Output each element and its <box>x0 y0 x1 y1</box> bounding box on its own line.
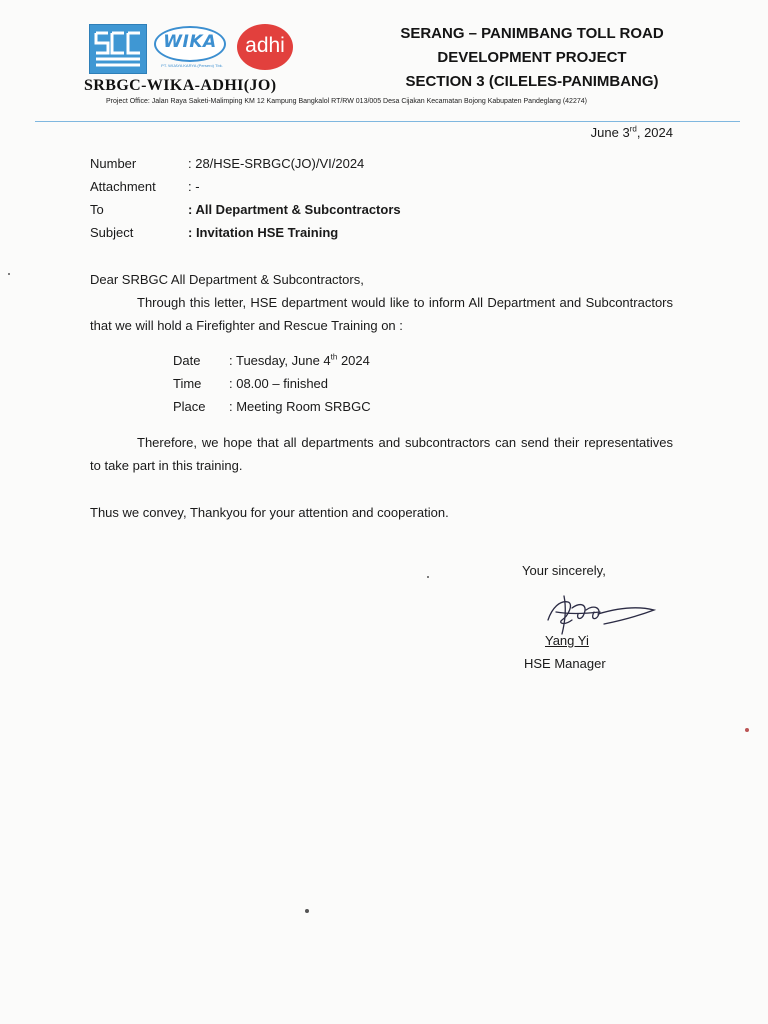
detail-time-value: : 08.00 – finished <box>229 376 329 391</box>
signer-title: HSE Manager <box>524 656 606 671</box>
jo-name: SRBGC-WIKA-ADHI(JO) <box>84 77 277 94</box>
paragraph-2: Therefore, we hope that all departments and subcontractors can send their representatives to take part in this training. <box>90 435 673 473</box>
meta-attachment-value: : - <box>188 179 200 194</box>
wika-logo-icon <box>154 26 228 68</box>
wika-logo-text: WIKA <box>163 32 217 52</box>
paragraph-1: Through this letter, HSE department would like to inform All Department and Subcontractors that we will hold a Firefighter and Rescue Training on : <box>90 295 673 333</box>
scan-speck <box>745 728 749 732</box>
detail-time-label: Time <box>173 376 202 391</box>
scan-speck <box>305 909 309 913</box>
detail-place-label: Place <box>173 399 206 414</box>
scan-speck <box>8 273 10 275</box>
wika-logo-subtext: PT. WIJAYA KARYA (Persero) Tbk. <box>161 63 223 68</box>
scan-speck <box>427 576 429 578</box>
srbgc-logo-icon <box>89 24 147 74</box>
meta-to-value: : All Department & Subcontractors <box>188 202 401 217</box>
project-title-line-1: SERANG – PANIMBANG TOLL ROAD <box>400 25 664 42</box>
project-title-line-2: DEVELOPMENT PROJECT <box>437 49 627 66</box>
salutation: Dear SRBGC All Department & Subcontractors, <box>90 272 364 287</box>
meta-to-label: To <box>90 202 104 217</box>
meta-number-label: Number <box>90 156 137 171</box>
letter-date: June 3rd, 2024 <box>590 124 673 140</box>
adhi-logo-icon: adhi <box>237 24 293 70</box>
header-divider <box>35 121 740 122</box>
detail-date-value: : Tuesday, June 4th 2024 <box>229 352 370 368</box>
meta-subject-label: Subject <box>90 225 134 240</box>
closing: Your sincerely, <box>522 563 606 578</box>
signer-name: Yang Yi <box>545 633 589 648</box>
project-title-line-3: SECTION 3 (CILELES-PANIMBANG) <box>405 73 659 90</box>
meta-attachment-label: Attachment <box>90 179 156 194</box>
detail-date-label: Date <box>173 353 201 368</box>
detail-place-value: : Meeting Room SRBGC <box>229 399 371 414</box>
meta-number-value: : 28/HSE-SRBGC(JO)/VI/2024 <box>188 156 365 171</box>
project-office-address: Project Office: Jalan Raya Saketi-Malimping KM 12 Kampung Bangkalol RT/RW 013/005 Desa Cijakan Kecamatan Bojong Kabupaten Pandeglang (42274) <box>106 98 587 105</box>
meta-subject-value: : Invitation HSE Training <box>188 225 339 240</box>
paragraph-3: Thus we convey, Thankyou for your attention and cooperation. <box>90 505 449 520</box>
